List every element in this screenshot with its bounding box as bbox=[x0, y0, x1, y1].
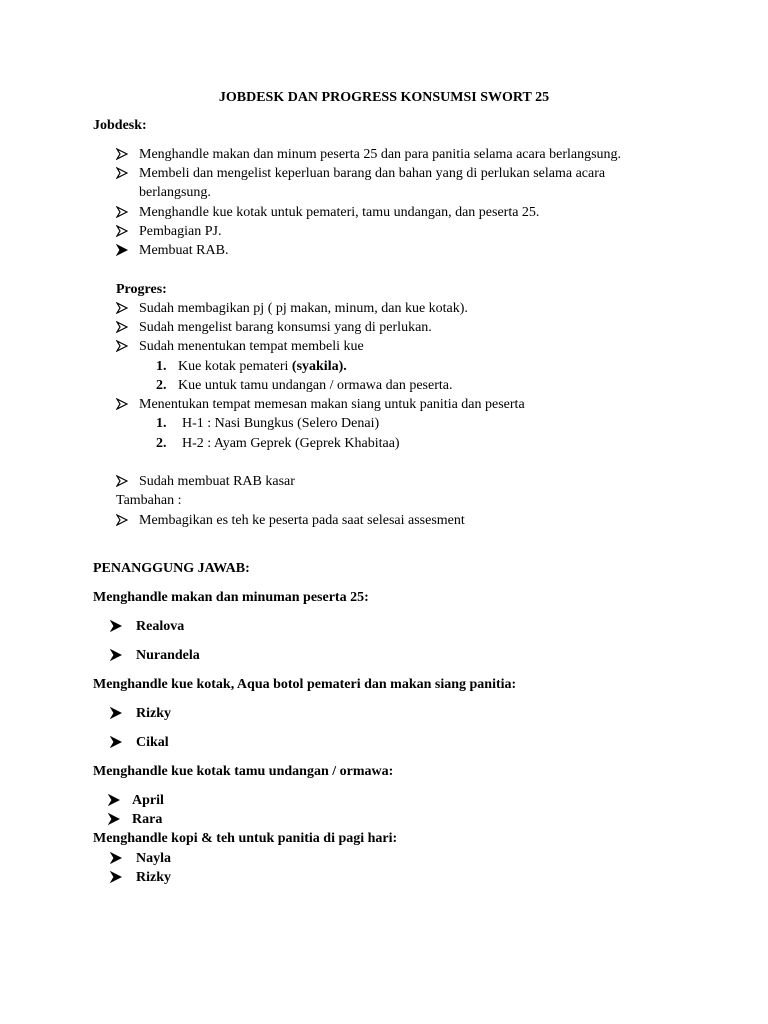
jobdesk-heading: Jobdesk: bbox=[93, 118, 147, 133]
progres-item: Sudah mengelist barang konsumsi yang di perlukan. bbox=[139, 320, 432, 335]
arrow-bullet-icon bbox=[116, 302, 128, 314]
pj-name: Realova bbox=[136, 619, 185, 634]
kue-item: Kue untuk tamu undangan / ormawa dan peserta. bbox=[178, 378, 453, 393]
pj-heading: PENANGGUNG JAWAB: bbox=[93, 561, 250, 576]
arrow-bullet-icon bbox=[116, 225, 128, 237]
arrow-bullet-icon bbox=[116, 398, 128, 410]
list-number: 1. bbox=[156, 416, 167, 431]
arrow-bullet-icon bbox=[116, 206, 128, 218]
arrow-bullet-icon bbox=[116, 340, 128, 352]
tambahan-item: Membagikan es teh ke peserta pada saat selesai assesment bbox=[139, 513, 465, 528]
arrow-bullet-icon bbox=[116, 514, 128, 526]
progres-item: Sudah membuat RAB kasar bbox=[139, 474, 295, 489]
arrow-bullet-icon bbox=[116, 475, 128, 487]
jobdesk-item: Menghandle makan dan minum peserta 25 dan para panitia selama acara berlangsung. bbox=[139, 147, 622, 162]
arrow-bullet-icon bbox=[116, 167, 128, 179]
jobdesk-item-continuation: berlangsung. bbox=[139, 185, 211, 200]
jobdesk-item: Pembagian PJ. bbox=[139, 224, 222, 239]
pj-name: Rizky bbox=[136, 706, 171, 721]
kue-item bbox=[178, 357, 347, 376]
progres-item: Menentukan tempat memesan makan siang untuk panitia dan peserta bbox=[139, 397, 525, 412]
pj-name: Rizky bbox=[136, 870, 171, 885]
jobdesk-item: Menghandle kue kotak untuk pemateri, tamu undangan, dan peserta 25. bbox=[139, 205, 540, 220]
list-number: 1. bbox=[156, 359, 167, 374]
group-heading: Menghandle kopi & teh untuk panitia di pagi hari: bbox=[93, 831, 398, 846]
jobdesk-item: Membeli dan mengelist keperluan barang dan bahan yang di perlukan selama acara bbox=[139, 166, 606, 181]
pj-name: April bbox=[132, 793, 164, 808]
arrow-bullet-icon bbox=[110, 620, 122, 632]
tambahan-label: Tambahan : bbox=[116, 493, 182, 508]
document-title: JOBDESK DAN PROGRESS KONSUMSI SWORT 25 bbox=[218, 90, 550, 105]
group-heading: Menghandle makan dan minuman peserta 25: bbox=[93, 590, 369, 605]
arrow-bullet-icon bbox=[108, 813, 120, 825]
pj-name: Nurandela bbox=[136, 648, 200, 663]
progres-heading: Progres: bbox=[116, 282, 167, 297]
arrow-bullet-icon bbox=[116, 148, 128, 160]
siang-item: H-1 : Nasi Bungkus (Selero Denai) bbox=[182, 416, 380, 431]
arrow-bullet-icon bbox=[110, 707, 122, 719]
arrow-bullet-icon bbox=[110, 649, 122, 661]
siang-item: H-2 : Ayam Geprek (Geprek Khabitaa) bbox=[182, 436, 400, 451]
pj-name: Cikal bbox=[136, 735, 169, 750]
arrow-bullet-icon bbox=[116, 321, 128, 333]
arrow-bullet-icon bbox=[110, 871, 122, 883]
pj-name: Nayla bbox=[136, 851, 171, 866]
kue-item-text: Kue kotak pemateri bbox=[178, 359, 292, 374]
jobdesk-item: Membuat RAB. bbox=[139, 243, 229, 258]
pj-name: Rara bbox=[132, 812, 163, 827]
arrow-bullet-icon bbox=[116, 244, 128, 256]
kue-item-bold: (syakila). bbox=[291, 359, 347, 374]
arrow-bullet-icon bbox=[110, 852, 122, 864]
arrow-bullet-icon bbox=[108, 794, 120, 806]
group-heading: Menghandle kue kotak tamu undangan / ormawa: bbox=[93, 764, 394, 779]
group-heading: Menghandle kue kotak, Aqua botol pemateri dan makan siang panitia: bbox=[93, 677, 517, 692]
list-number: 2. bbox=[156, 378, 167, 393]
progres-item: Sudah menentukan tempat membeli kue bbox=[139, 339, 364, 354]
list-number: 2. bbox=[156, 436, 167, 451]
arrow-bullet-icon bbox=[110, 736, 122, 748]
progres-item: Sudah membagikan pj ( pj makan, minum, dan kue kotak). bbox=[139, 301, 468, 316]
